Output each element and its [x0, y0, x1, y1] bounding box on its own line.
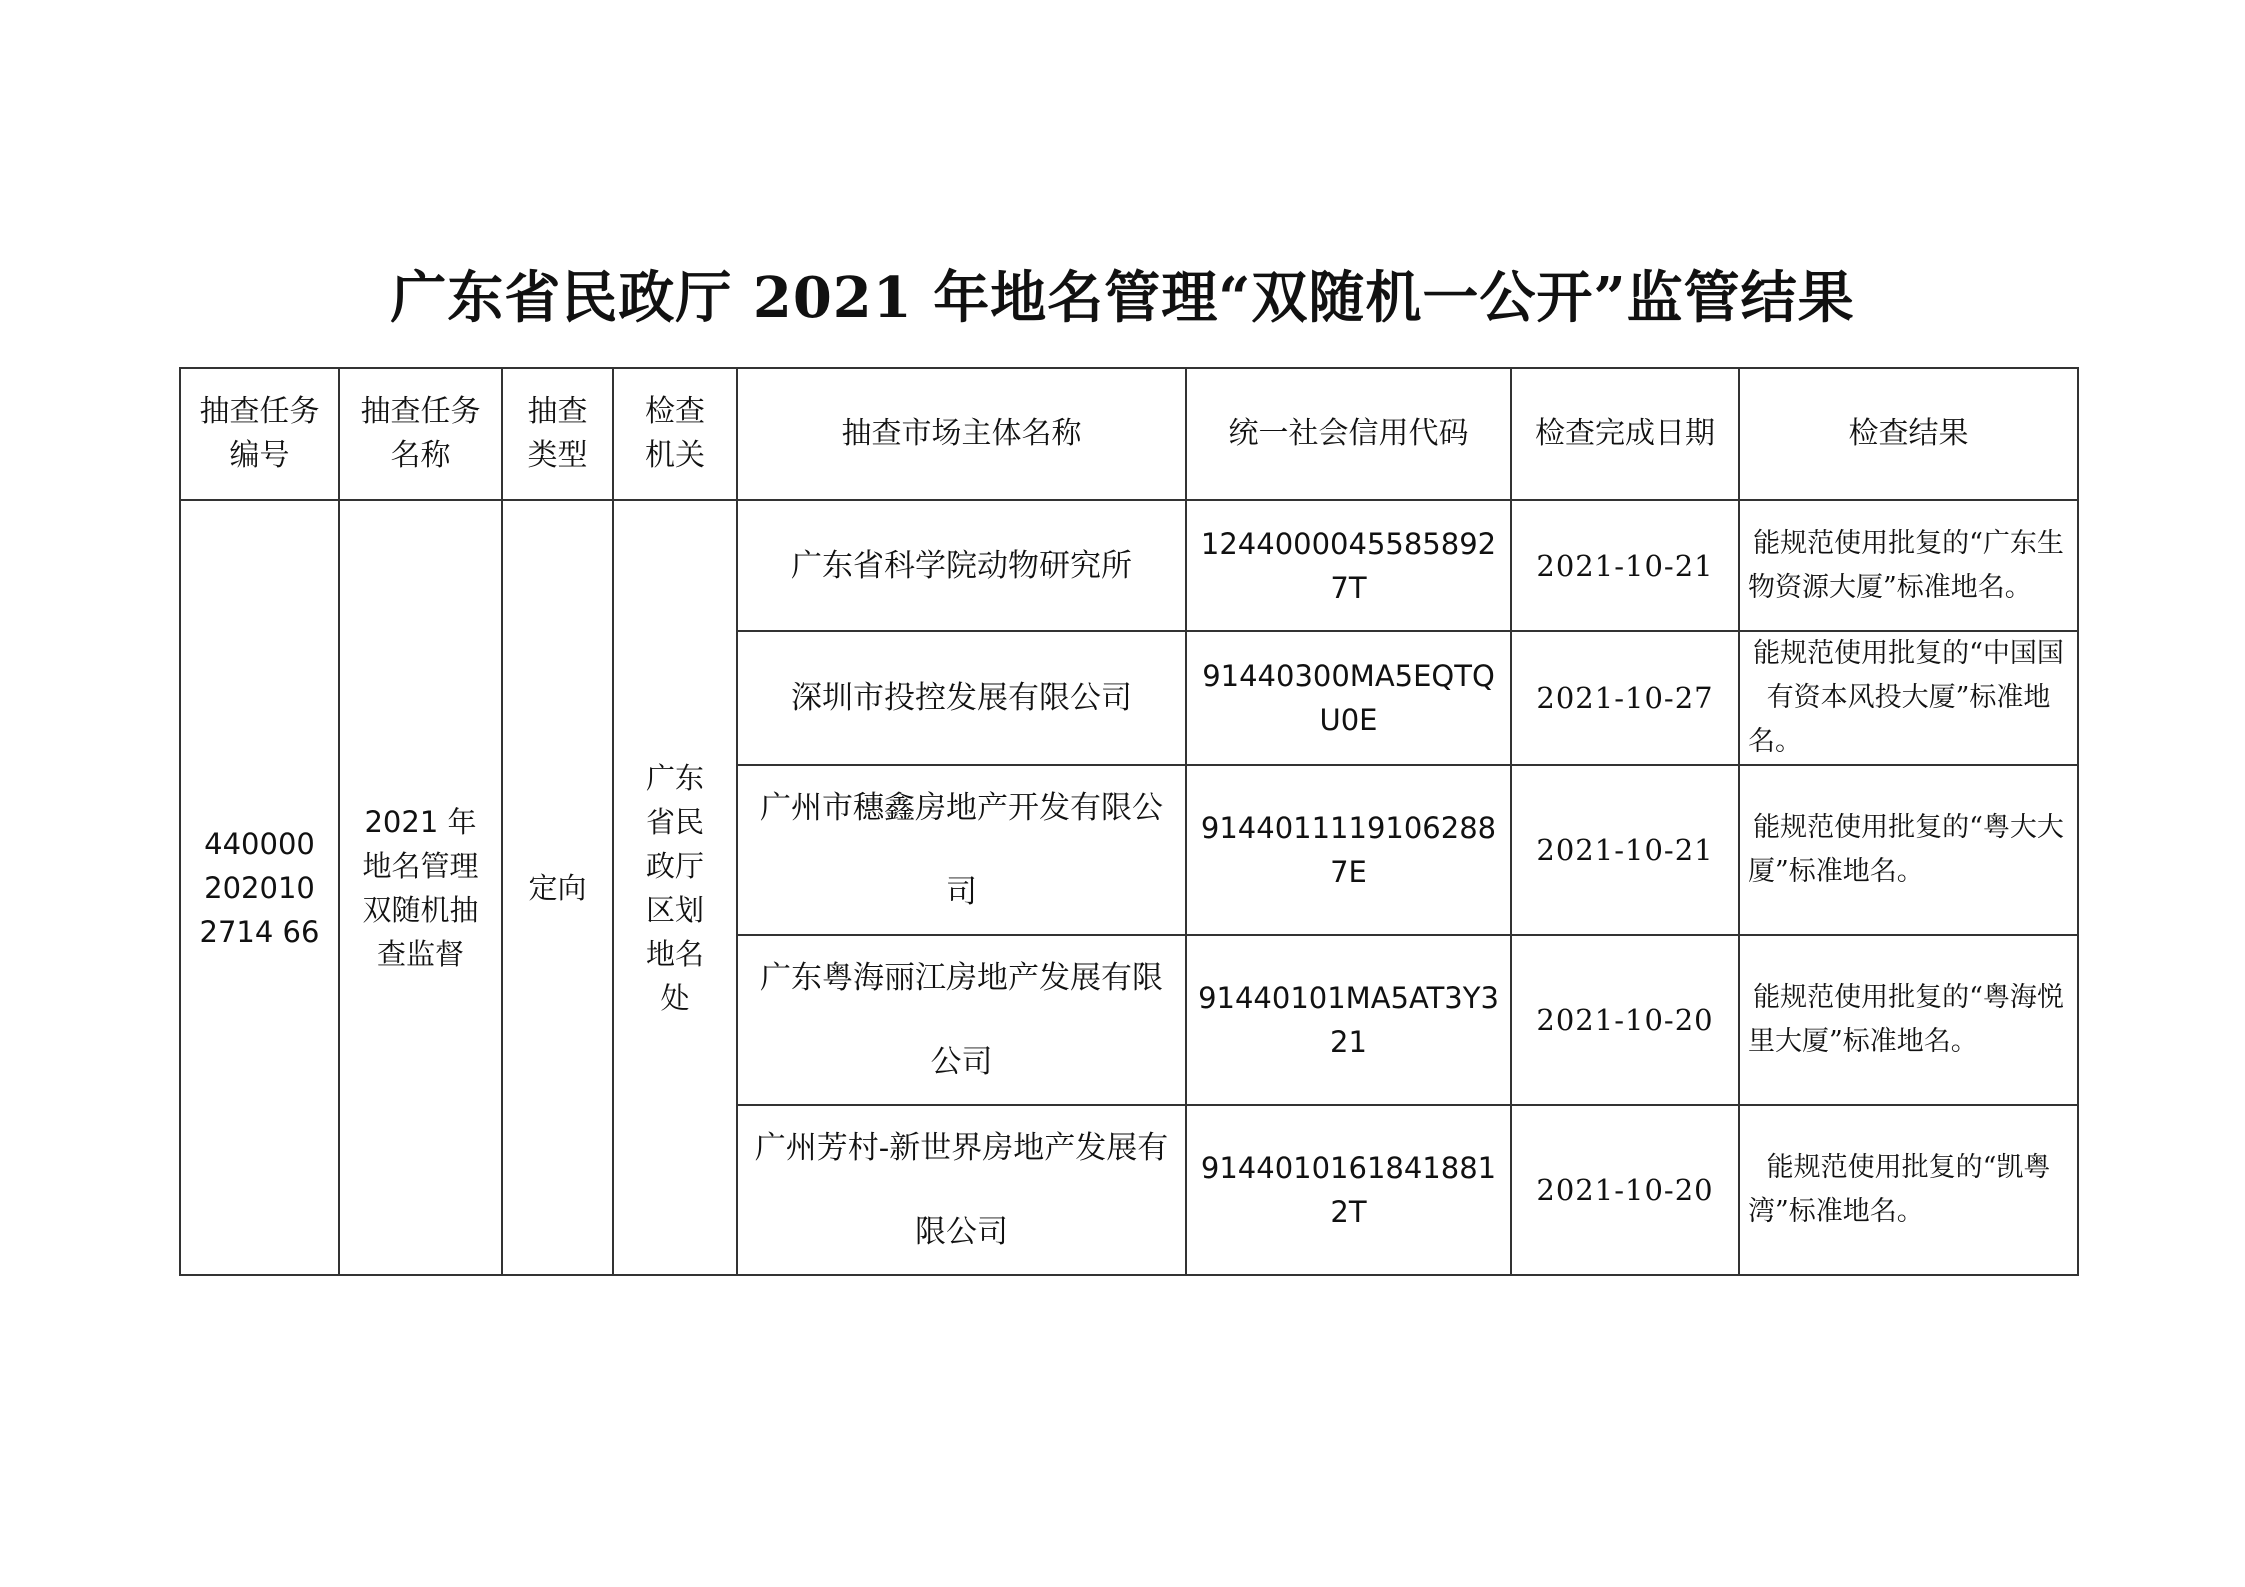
- credit-code-cell: 91440101MA5AT3Y321: [1186, 935, 1511, 1105]
- credit-code-cell: 12440000455858927T: [1186, 500, 1511, 631]
- entity-cell: 广东粤海丽江房地产发展有限公司: [737, 935, 1186, 1105]
- date-cell: 2021-10-21: [1511, 765, 1739, 935]
- date-cell: 2021-10-27: [1511, 631, 1739, 765]
- task-name-cell: 2021 年地名管理双随机抽查监督: [339, 500, 502, 1275]
- header-date: 检查完成日期: [1511, 368, 1739, 500]
- result-cell: 能规范使用批复的“凯粤湾”标准地名。: [1739, 1105, 2078, 1275]
- table-row: [180, 500, 2078, 631]
- header-authority: 检查机关: [613, 368, 737, 500]
- result-cell: 能规范使用批复的“粤海悦里大厦”标准地名。: [1739, 935, 2078, 1105]
- entity-cell: 广东省科学院动物研究所: [737, 500, 1186, 631]
- credit-code-cell: 91440111191062887E: [1186, 765, 1511, 935]
- check-type-cell: 定向: [502, 500, 613, 1275]
- result-cell: 能规范使用批复的“粤大大厦”标准地名。: [1739, 765, 2078, 935]
- header-row: [180, 368, 2078, 500]
- entity-cell: 广州芳村-新世界房地产发展有限公司: [737, 1105, 1186, 1275]
- result-cell: 能规范使用批复的“中国国有资本风投大厦”标准地名。: [1739, 631, 2078, 765]
- entity-cell: 深圳市投控发展有限公司: [737, 631, 1186, 765]
- credit-code-cell: 91440101618418812T: [1186, 1105, 1511, 1275]
- result-cell: 能规范使用批复的“广东生物资源大厦”标准地名。: [1739, 500, 2078, 631]
- header-entity: 抽查市场主体名称: [737, 368, 1186, 500]
- date-cell: 2021-10-20: [1511, 935, 1739, 1105]
- date-cell: 2021-10-20: [1511, 1105, 1739, 1275]
- page-title: 广东省民政厅 2021 年地名管理“双随机一公开”监管结果: [390, 265, 1855, 331]
- header-result: 检查结果: [1739, 368, 2078, 500]
- authority-cell: 广东省民政厅区划地名处: [613, 500, 737, 1275]
- header-task-no: 抽查任务编号: [180, 368, 339, 500]
- inspection-results-table: [179, 367, 2079, 1276]
- credit-code-cell: 91440300MA5EQTQU0E: [1186, 631, 1511, 765]
- header-task-name: 抽查任务名称: [339, 368, 502, 500]
- header-check-type: 抽查类型: [502, 368, 613, 500]
- header-credit-code: 统一社会信用代码: [1186, 368, 1511, 500]
- task-no-cell: 4400002020102714 66: [180, 500, 339, 1275]
- entity-cell: 广州市穗鑫房地产开发有限公司: [737, 765, 1186, 935]
- date-cell: 2021-10-21: [1511, 500, 1739, 631]
